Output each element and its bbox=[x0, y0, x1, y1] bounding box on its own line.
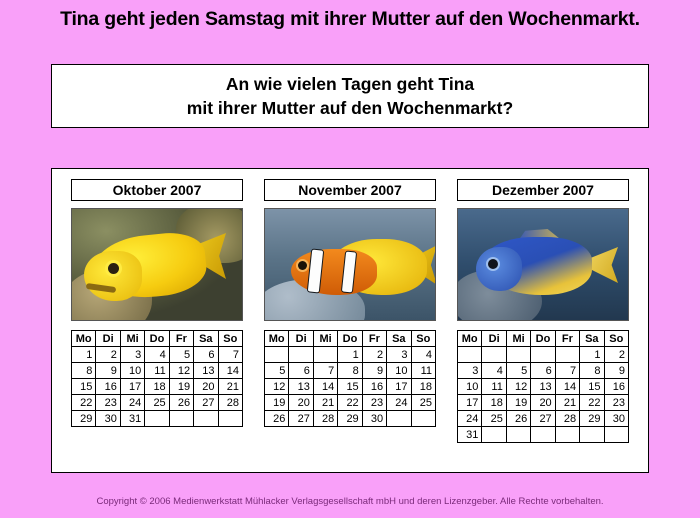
day-cell: 20 bbox=[194, 379, 218, 395]
day-cell: 21 bbox=[218, 379, 242, 395]
day-cell-empty bbox=[458, 347, 482, 363]
weekday-so: So bbox=[604, 331, 628, 347]
yellow-cichlid-photo bbox=[71, 208, 243, 321]
day-cell: 19 bbox=[265, 395, 289, 411]
day-cell: 27 bbox=[289, 411, 313, 427]
month-title-november: November 2007 bbox=[264, 179, 436, 201]
day-cell: 18 bbox=[145, 379, 169, 395]
day-cell: 26 bbox=[265, 411, 289, 427]
day-cell: 15 bbox=[580, 379, 604, 395]
day-cell: 4 bbox=[482, 363, 506, 379]
day-cell: 11 bbox=[411, 363, 435, 379]
calendar-week-row bbox=[458, 363, 629, 379]
day-cell: 10 bbox=[120, 363, 144, 379]
day-cell: 12 bbox=[169, 363, 193, 379]
day-cell: 15 bbox=[72, 379, 96, 395]
month-title-october: Oktober 2007 bbox=[71, 179, 243, 201]
calendar-week-row bbox=[458, 379, 629, 395]
day-cell: 4 bbox=[145, 347, 169, 363]
day-cell-empty bbox=[506, 347, 530, 363]
day-cell: 1 bbox=[580, 347, 604, 363]
day-cell: 5 bbox=[169, 347, 193, 363]
weekday-so: So bbox=[411, 331, 435, 347]
calendar-week-row bbox=[458, 395, 629, 411]
weekday-mi: Mi bbox=[120, 331, 144, 347]
day-cell: 5 bbox=[506, 363, 530, 379]
day-cell: 14 bbox=[555, 379, 579, 395]
day-cell: 3 bbox=[458, 363, 482, 379]
calendar-week-row bbox=[265, 363, 436, 379]
day-cell: 8 bbox=[338, 363, 362, 379]
day-cell: 30 bbox=[96, 411, 120, 427]
day-cell: 3 bbox=[387, 347, 411, 363]
day-cell-empty bbox=[531, 347, 555, 363]
day-cell: 28 bbox=[218, 395, 242, 411]
day-cell: 29 bbox=[580, 411, 604, 427]
calendar-week-row bbox=[458, 411, 629, 427]
day-cell: 12 bbox=[506, 379, 530, 395]
weekday-mo: Mo bbox=[265, 331, 289, 347]
day-cell: 26 bbox=[506, 411, 530, 427]
day-cell: 10 bbox=[387, 363, 411, 379]
day-cell: 13 bbox=[531, 379, 555, 395]
day-cell: 8 bbox=[580, 363, 604, 379]
weekday-di: Di bbox=[289, 331, 313, 347]
calendar-week-row bbox=[265, 379, 436, 395]
day-cell: 13 bbox=[194, 363, 218, 379]
day-cell: 6 bbox=[194, 347, 218, 363]
month-title-december: Dezember 2007 bbox=[457, 179, 629, 201]
day-cell-empty bbox=[194, 411, 218, 427]
weekday-sa: Sa bbox=[580, 331, 604, 347]
day-cell: 26 bbox=[169, 395, 193, 411]
day-cell: 10 bbox=[458, 379, 482, 395]
weekday-di: Di bbox=[96, 331, 120, 347]
day-cell: 19 bbox=[169, 379, 193, 395]
day-cell-empty bbox=[604, 427, 628, 443]
day-cell: 21 bbox=[313, 395, 337, 411]
day-cell: 18 bbox=[411, 379, 435, 395]
weekday-do: Do bbox=[531, 331, 555, 347]
day-cell: 20 bbox=[531, 395, 555, 411]
weekday-sa: Sa bbox=[387, 331, 411, 347]
day-cell: 1 bbox=[338, 347, 362, 363]
day-cell: 18 bbox=[482, 395, 506, 411]
day-cell-empty bbox=[482, 347, 506, 363]
day-cell: 22 bbox=[338, 395, 362, 411]
day-cell: 24 bbox=[387, 395, 411, 411]
day-cell: 2 bbox=[362, 347, 386, 363]
page-title: Tina geht jeden Samstag mit ihrer Mutter auf den Wochenmarkt. bbox=[60, 8, 640, 30]
day-cell: 17 bbox=[120, 379, 144, 395]
weekday-header-row bbox=[72, 331, 243, 347]
day-cell: 31 bbox=[120, 411, 144, 427]
day-cell: 23 bbox=[362, 395, 386, 411]
day-cell: 14 bbox=[218, 363, 242, 379]
calendar-week-row bbox=[265, 395, 436, 411]
day-cell-empty bbox=[265, 347, 289, 363]
day-cell: 12 bbox=[265, 379, 289, 395]
month-block-october bbox=[64, 179, 250, 462]
calendar-week-row bbox=[72, 347, 243, 363]
calendar-week-row bbox=[72, 395, 243, 411]
day-cell: 25 bbox=[145, 395, 169, 411]
day-cell: 16 bbox=[362, 379, 386, 395]
weekday-header-row bbox=[458, 331, 629, 347]
month-block-december bbox=[450, 179, 636, 462]
day-cell: 15 bbox=[338, 379, 362, 395]
day-cell: 23 bbox=[96, 395, 120, 411]
question-box bbox=[51, 64, 649, 128]
day-cell: 22 bbox=[72, 395, 96, 411]
copyright-footer: Copyright © 2006 Medienwerkstatt Mühlacker Verlagsgesellschaft mbH und deren Lizenzgeber. Alle Rechte vorbehalten. bbox=[96, 496, 604, 507]
weekday-header-row bbox=[265, 331, 436, 347]
day-cell-empty bbox=[145, 411, 169, 427]
day-cell-empty bbox=[555, 347, 579, 363]
clownfish-photo bbox=[264, 208, 436, 321]
day-cell: 28 bbox=[555, 411, 579, 427]
calendar-week-row bbox=[265, 411, 436, 427]
day-cell-empty bbox=[506, 427, 530, 443]
day-cell-empty bbox=[289, 347, 313, 363]
day-cell: 14 bbox=[313, 379, 337, 395]
month-block-november bbox=[257, 179, 443, 462]
day-cell: 31 bbox=[458, 427, 482, 443]
weekday-mo: Mo bbox=[72, 331, 96, 347]
day-cell: 11 bbox=[145, 363, 169, 379]
day-cell-empty bbox=[531, 427, 555, 443]
calendar-week-row bbox=[72, 379, 243, 395]
day-cell: 20 bbox=[289, 395, 313, 411]
calendar-table-november bbox=[264, 330, 436, 427]
day-cell: 9 bbox=[362, 363, 386, 379]
day-cell: 6 bbox=[531, 363, 555, 379]
day-cell: 29 bbox=[72, 411, 96, 427]
day-cell: 7 bbox=[555, 363, 579, 379]
day-cell: 27 bbox=[531, 411, 555, 427]
day-cell: 17 bbox=[387, 379, 411, 395]
day-cell: 21 bbox=[555, 395, 579, 411]
day-cell: 22 bbox=[580, 395, 604, 411]
day-cell: 7 bbox=[218, 347, 242, 363]
calendar-week-row bbox=[72, 411, 243, 427]
weekday-fr: Fr bbox=[169, 331, 193, 347]
day-cell-empty bbox=[313, 347, 337, 363]
question-line-2: mit ihrer Mutter auf den Wochenmarkt? bbox=[186, 98, 514, 118]
day-cell: 28 bbox=[313, 411, 337, 427]
calendar-week-row bbox=[458, 347, 629, 363]
day-cell-empty bbox=[387, 411, 411, 427]
day-cell: 24 bbox=[458, 411, 482, 427]
calendar-table-december bbox=[457, 330, 629, 443]
day-cell: 23 bbox=[604, 395, 628, 411]
day-cell-empty bbox=[580, 427, 604, 443]
day-cell: 9 bbox=[96, 363, 120, 379]
weekday-so: So bbox=[218, 331, 242, 347]
weekday-di: Di bbox=[482, 331, 506, 347]
day-cell-empty bbox=[169, 411, 193, 427]
calendar-panel bbox=[51, 168, 649, 473]
day-cell: 8 bbox=[72, 363, 96, 379]
day-cell: 24 bbox=[120, 395, 144, 411]
weekday-fr: Fr bbox=[555, 331, 579, 347]
calendar-table-october bbox=[71, 330, 243, 427]
weekday-mo: Mo bbox=[458, 331, 482, 347]
weekday-fr: Fr bbox=[362, 331, 386, 347]
weekday-do: Do bbox=[145, 331, 169, 347]
day-cell-empty bbox=[218, 411, 242, 427]
calendar-week-row bbox=[458, 427, 629, 443]
weekday-mi: Mi bbox=[506, 331, 530, 347]
question-line-1: An wie vielen Tagen geht Tina bbox=[225, 74, 475, 94]
day-cell: 19 bbox=[506, 395, 530, 411]
day-cell: 6 bbox=[289, 363, 313, 379]
day-cell-empty bbox=[411, 411, 435, 427]
day-cell: 5 bbox=[265, 363, 289, 379]
day-cell: 13 bbox=[289, 379, 313, 395]
day-cell: 30 bbox=[604, 411, 628, 427]
weekday-do: Do bbox=[338, 331, 362, 347]
day-cell-empty bbox=[482, 427, 506, 443]
day-cell: 25 bbox=[411, 395, 435, 411]
calendar-week-row bbox=[72, 363, 243, 379]
day-cell: 16 bbox=[96, 379, 120, 395]
day-cell: 27 bbox=[194, 395, 218, 411]
weekday-mi: Mi bbox=[313, 331, 337, 347]
day-cell: 25 bbox=[482, 411, 506, 427]
day-cell: 2 bbox=[604, 347, 628, 363]
day-cell: 3 bbox=[120, 347, 144, 363]
day-cell: 1 bbox=[72, 347, 96, 363]
day-cell: 4 bbox=[411, 347, 435, 363]
day-cell: 11 bbox=[482, 379, 506, 395]
day-cell: 29 bbox=[338, 411, 362, 427]
day-cell: 17 bbox=[458, 395, 482, 411]
day-cell: 7 bbox=[313, 363, 337, 379]
day-cell-empty bbox=[555, 427, 579, 443]
day-cell: 9 bbox=[604, 363, 628, 379]
day-cell: 16 bbox=[604, 379, 628, 395]
calendar-week-row bbox=[265, 347, 436, 363]
day-cell: 30 bbox=[362, 411, 386, 427]
day-cell: 2 bbox=[96, 347, 120, 363]
weekday-sa: Sa bbox=[194, 331, 218, 347]
damselfish-photo bbox=[457, 208, 629, 321]
